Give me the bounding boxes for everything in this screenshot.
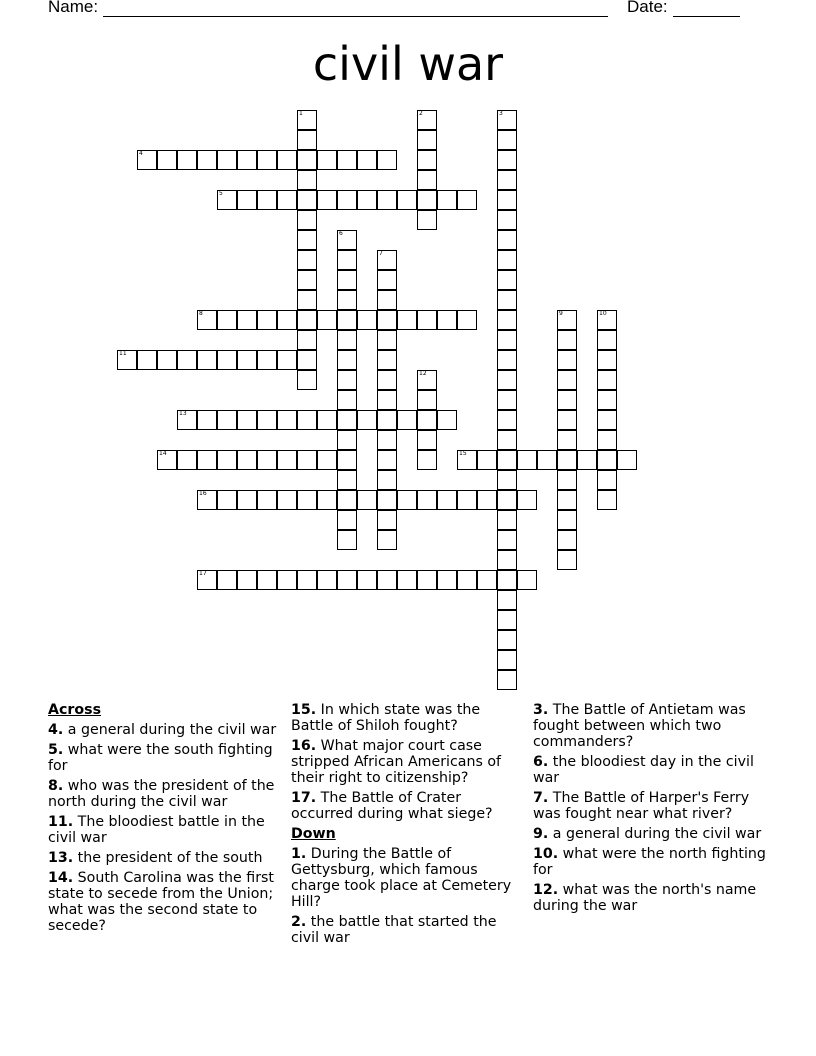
crossword-cell[interactable] bbox=[497, 150, 517, 170]
clue-text: The Battle of Harper's Ferry was fought near what river? bbox=[533, 790, 750, 822]
crossword-cell[interactable] bbox=[277, 190, 297, 210]
crossword-cell[interactable] bbox=[217, 350, 237, 370]
crossword-cell[interactable] bbox=[417, 370, 437, 390]
cell-number: 13 bbox=[179, 410, 187, 417]
clue-text: what were the north fighting for bbox=[533, 846, 766, 878]
crossword-cell[interactable] bbox=[517, 570, 537, 590]
crossword-cell[interactable] bbox=[397, 570, 417, 590]
crossword-cell[interactable] bbox=[377, 150, 397, 170]
crossword-cell[interactable] bbox=[297, 370, 317, 390]
crossword-cell[interactable] bbox=[497, 110, 517, 130]
clue-number: 13. bbox=[48, 850, 74, 866]
crossword-cell[interactable] bbox=[317, 310, 337, 330]
crossword-cell[interactable] bbox=[377, 430, 397, 450]
crossword-cell[interactable] bbox=[357, 490, 377, 510]
cell-number: 5 bbox=[219, 190, 223, 197]
crossword-cell[interactable] bbox=[297, 490, 317, 510]
crossword-cell[interactable] bbox=[517, 490, 537, 510]
clue-across-8 bbox=[48, 778, 280, 810]
cell-number: 14 bbox=[159, 450, 167, 457]
crossword-cell[interactable] bbox=[217, 410, 237, 430]
clue-column-2 bbox=[291, 702, 525, 950]
crossword-cell[interactable] bbox=[377, 270, 397, 290]
across-heading: Across bbox=[48, 702, 102, 718]
crossword-cell[interactable] bbox=[417, 110, 437, 130]
crossword-cell[interactable] bbox=[477, 570, 497, 590]
crossword-cell[interactable] bbox=[317, 410, 337, 430]
clue-text: The bloodiest battle in the civil war bbox=[48, 814, 265, 846]
crossword-cell[interactable] bbox=[497, 270, 517, 290]
clue-down-10 bbox=[533, 846, 771, 878]
crossword-cell[interactable] bbox=[557, 330, 577, 350]
clue-text: the bloodiest day in the civil war bbox=[533, 754, 754, 786]
crossword-cell[interactable] bbox=[497, 510, 517, 530]
crossword-cell[interactable] bbox=[337, 570, 357, 590]
crossword-cell[interactable] bbox=[377, 390, 397, 410]
crossword-cell[interactable] bbox=[257, 310, 277, 330]
crossword-cell[interactable] bbox=[237, 410, 257, 430]
crossword-cell[interactable] bbox=[477, 450, 497, 470]
cell-number: 4 bbox=[139, 150, 143, 157]
crossword-cell[interactable] bbox=[337, 450, 357, 470]
crossword-cell[interactable] bbox=[137, 350, 157, 370]
crossword-cell[interactable] bbox=[217, 150, 237, 170]
crossword-cell[interactable] bbox=[257, 410, 277, 430]
crossword-cell[interactable] bbox=[337, 150, 357, 170]
clue-across-4 bbox=[48, 722, 280, 738]
crossword-cell[interactable] bbox=[157, 450, 177, 470]
crossword-cell[interactable] bbox=[337, 430, 357, 450]
crossword-cell[interactable] bbox=[417, 130, 437, 150]
crossword-cell[interactable] bbox=[277, 570, 297, 590]
crossword-cell[interactable] bbox=[317, 570, 337, 590]
crossword-cell[interactable] bbox=[137, 150, 157, 170]
crossword-cell[interactable] bbox=[497, 350, 517, 370]
clue-down-12 bbox=[533, 882, 771, 914]
crossword-cell[interactable] bbox=[237, 150, 257, 170]
crossword-cell[interactable] bbox=[297, 150, 317, 170]
crossword-cell[interactable] bbox=[417, 190, 437, 210]
crossword-cell[interactable] bbox=[497, 450, 517, 470]
clue-number: 2. bbox=[291, 914, 307, 930]
crossword-cell[interactable] bbox=[397, 190, 417, 210]
crossword-cell[interactable] bbox=[377, 290, 397, 310]
clue-down-6 bbox=[533, 754, 771, 786]
crossword-cell[interactable] bbox=[297, 170, 317, 190]
clue-text: a general during the civil war bbox=[552, 826, 762, 842]
crossword-cell[interactable] bbox=[257, 570, 277, 590]
crossword-cell[interactable] bbox=[557, 390, 577, 410]
crossword-cell[interactable] bbox=[157, 350, 177, 370]
crossword-cell[interactable] bbox=[597, 470, 617, 490]
clue-text: what was the north's name during the war bbox=[533, 882, 757, 914]
crossword-cell[interactable] bbox=[297, 310, 317, 330]
crossword-cell[interactable] bbox=[317, 190, 337, 210]
crossword-cell[interactable] bbox=[597, 430, 617, 450]
crossword-cell[interactable] bbox=[337, 250, 357, 270]
crossword-cell[interactable] bbox=[377, 350, 397, 370]
clue-down-3 bbox=[533, 702, 771, 750]
crossword-cell[interactable] bbox=[337, 190, 357, 210]
clue-down-7 bbox=[533, 790, 771, 822]
crossword-cell[interactable] bbox=[417, 210, 437, 230]
clue-across-14 bbox=[48, 870, 280, 934]
clue-number: 3. bbox=[533, 702, 549, 718]
crossword-cell[interactable] bbox=[197, 490, 217, 510]
crossword-cell[interactable] bbox=[197, 310, 217, 330]
crossword-cell[interactable] bbox=[337, 290, 357, 310]
crossword-cell[interactable] bbox=[357, 410, 377, 430]
crossword-cell[interactable] bbox=[497, 290, 517, 310]
crossword-cell[interactable] bbox=[357, 570, 377, 590]
clue-number: 17. bbox=[291, 790, 317, 806]
crossword-cell[interactable] bbox=[497, 250, 517, 270]
clue-number: 10. bbox=[533, 846, 559, 862]
crossword-cell[interactable] bbox=[377, 490, 397, 510]
crossword-cell[interactable] bbox=[337, 490, 357, 510]
clue-number: 11. bbox=[48, 814, 74, 830]
clue-number: 6. bbox=[533, 754, 549, 770]
crossword-cell[interactable] bbox=[417, 310, 437, 330]
crossword-cell[interactable] bbox=[337, 310, 357, 330]
clue-number: 5. bbox=[48, 742, 64, 758]
crossword-cell[interactable] bbox=[497, 490, 517, 510]
crossword-cell[interactable] bbox=[457, 490, 477, 510]
crossword-cell[interactable] bbox=[217, 450, 237, 470]
crossword-cell[interactable] bbox=[417, 570, 437, 590]
clue-number: 9. bbox=[533, 826, 549, 842]
crossword-cell[interactable] bbox=[297, 450, 317, 470]
crossword-cell[interactable] bbox=[297, 110, 317, 130]
clue-across-17 bbox=[291, 790, 525, 822]
clue-column-3 bbox=[533, 702, 771, 918]
crossword-cell[interactable] bbox=[237, 570, 257, 590]
crossword-cell[interactable] bbox=[257, 350, 277, 370]
crossword-cell[interactable] bbox=[417, 410, 437, 430]
crossword-cell[interactable] bbox=[557, 510, 577, 530]
crossword-cell[interactable] bbox=[477, 490, 497, 510]
clue-text: South Carolina was the first state to secede from the Union; what was the second state to secede? bbox=[48, 870, 274, 934]
crossword-cell[interactable] bbox=[557, 470, 577, 490]
crossword-cell[interactable] bbox=[337, 530, 357, 550]
crossword-cell[interactable] bbox=[497, 470, 517, 490]
clue-number: 1. bbox=[291, 846, 307, 862]
crossword-cell[interactable] bbox=[497, 130, 517, 150]
crossword-cell[interactable] bbox=[257, 490, 277, 510]
clue-down-9 bbox=[533, 826, 771, 842]
crossword-cell[interactable] bbox=[337, 330, 357, 350]
crossword-cell[interactable] bbox=[177, 350, 197, 370]
crossword-cell[interactable] bbox=[377, 450, 397, 470]
clue-across-11 bbox=[48, 814, 280, 846]
crossword-cell[interactable] bbox=[197, 450, 217, 470]
crossword-cell[interactable] bbox=[257, 450, 277, 470]
cell-number: 12 bbox=[419, 370, 427, 377]
crossword-cell[interactable] bbox=[297, 350, 317, 370]
cell-number: 15 bbox=[459, 450, 467, 457]
crossword-cell[interactable] bbox=[217, 310, 237, 330]
clue-number: 8. bbox=[48, 778, 64, 794]
date-label: Date: bbox=[627, 0, 668, 16]
cell-number: 17 bbox=[199, 570, 207, 577]
crossword-cell[interactable] bbox=[237, 490, 257, 510]
clue-text: What major court case stripped African Americans of their right to citizenship? bbox=[291, 738, 502, 786]
clue-across-13 bbox=[48, 850, 280, 866]
crossword-cell[interactable] bbox=[257, 190, 277, 210]
crossword-cell[interactable] bbox=[457, 570, 477, 590]
crossword-cell[interactable] bbox=[497, 550, 517, 570]
crossword-cell[interactable] bbox=[337, 230, 357, 250]
crossword-cell[interactable] bbox=[557, 310, 577, 330]
crossword-cell[interactable] bbox=[417, 450, 437, 470]
crossword-cell[interactable] bbox=[497, 570, 517, 590]
crossword-cell[interactable] bbox=[337, 470, 357, 490]
crossword-cell[interactable] bbox=[497, 170, 517, 190]
crossword-cell[interactable] bbox=[497, 390, 517, 410]
crossword-cell[interactable] bbox=[337, 510, 357, 530]
crossword-cell[interactable] bbox=[377, 310, 397, 330]
clue-number: 16. bbox=[291, 738, 317, 754]
crossword-cell[interactable] bbox=[337, 390, 357, 410]
crossword-cell[interactable] bbox=[497, 590, 517, 610]
crossword-cell[interactable] bbox=[557, 550, 577, 570]
crossword-cell[interactable] bbox=[557, 350, 577, 370]
clue-text: The Battle of Crater occurred during what siege? bbox=[291, 790, 493, 822]
crossword-cell[interactable] bbox=[557, 530, 577, 550]
crossword-cell[interactable] bbox=[437, 190, 457, 210]
cell-number: 1 bbox=[299, 110, 303, 117]
crossword-cell[interactable] bbox=[417, 170, 437, 190]
crossword-cell[interactable] bbox=[277, 310, 297, 330]
clue-text: During the Battle of Gettysburg, which famous charge took place at Cemetery Hill? bbox=[291, 846, 512, 910]
crossword-cell[interactable] bbox=[457, 310, 477, 330]
crossword-cell[interactable] bbox=[497, 230, 517, 250]
crossword-cell[interactable] bbox=[277, 410, 297, 430]
crossword-cell[interactable] bbox=[237, 310, 257, 330]
crossword-cell[interactable] bbox=[197, 150, 217, 170]
crossword-cell[interactable] bbox=[497, 310, 517, 330]
crossword-cell[interactable] bbox=[217, 190, 237, 210]
crossword-cell[interactable] bbox=[497, 370, 517, 390]
crossword-cell[interactable] bbox=[357, 190, 377, 210]
crossword-cell[interactable] bbox=[597, 490, 617, 510]
crossword-cell[interactable] bbox=[517, 450, 537, 470]
crossword-cell[interactable] bbox=[377, 330, 397, 350]
crossword-cell[interactable] bbox=[217, 570, 237, 590]
crossword-cell[interactable] bbox=[397, 410, 417, 430]
crossword-cell[interactable] bbox=[337, 350, 357, 370]
crossword-cell[interactable] bbox=[597, 330, 617, 350]
crossword-cell[interactable] bbox=[197, 570, 217, 590]
crossword-cell[interactable] bbox=[297, 190, 317, 210]
crossword-cell[interactable] bbox=[337, 410, 357, 430]
crossword-cell[interactable] bbox=[297, 230, 317, 250]
crossword-cell[interactable] bbox=[537, 450, 557, 470]
clue-number: 14. bbox=[48, 870, 74, 886]
crossword-cell[interactable] bbox=[597, 370, 617, 390]
clue-text: the president of the south bbox=[77, 850, 263, 866]
crossword-cell[interactable] bbox=[437, 410, 457, 430]
clue-text: what were the south fighting for bbox=[48, 742, 273, 774]
clue-down-2 bbox=[291, 914, 525, 946]
crossword-cell[interactable] bbox=[317, 150, 337, 170]
cell-number: 6 bbox=[339, 230, 343, 237]
cell-number: 16 bbox=[199, 490, 207, 497]
crossword-cell[interactable] bbox=[157, 150, 177, 170]
crossword-cell[interactable] bbox=[357, 310, 377, 330]
crossword-cell[interactable] bbox=[497, 630, 517, 650]
clue-text: a general during the civil war bbox=[67, 722, 277, 738]
crossword-cell[interactable] bbox=[377, 250, 397, 270]
crossword-cell[interactable] bbox=[297, 290, 317, 310]
crossword-cell[interactable] bbox=[497, 430, 517, 450]
crossword-cell[interactable] bbox=[497, 610, 517, 630]
crossword-cell[interactable] bbox=[377, 510, 397, 530]
crossword-cell[interactable] bbox=[217, 490, 237, 510]
clue-text: who was the president of the north during the civil war bbox=[48, 778, 275, 810]
crossword-cell[interactable] bbox=[177, 450, 197, 470]
crossword-cell[interactable] bbox=[237, 350, 257, 370]
crossword-cell[interactable] bbox=[277, 450, 297, 470]
clue-across-5 bbox=[48, 742, 280, 774]
cell-number: 7 bbox=[379, 250, 383, 257]
crossword-cell[interactable] bbox=[297, 130, 317, 150]
crossword-cell[interactable] bbox=[297, 570, 317, 590]
clue-text: In which state was the Battle of Shiloh fought? bbox=[291, 702, 481, 734]
crossword-cell[interactable] bbox=[117, 350, 137, 370]
crossword-cell[interactable] bbox=[437, 310, 457, 330]
crossword-cell[interactable] bbox=[597, 390, 617, 410]
crossword-cell[interactable] bbox=[437, 490, 457, 510]
crossword-cell[interactable] bbox=[397, 310, 417, 330]
clue-down-1 bbox=[291, 846, 525, 910]
crossword-cell[interactable] bbox=[597, 350, 617, 370]
crossword-cell[interactable] bbox=[557, 370, 577, 390]
crossword-cell[interactable] bbox=[377, 470, 397, 490]
clue-column-1 bbox=[48, 702, 280, 938]
crossword-cell[interactable] bbox=[617, 450, 637, 470]
crossword-cell[interactable] bbox=[277, 150, 297, 170]
cell-number: 2 bbox=[419, 110, 423, 117]
crossword-cell[interactable] bbox=[337, 270, 357, 290]
clue-number: 12. bbox=[533, 882, 559, 898]
crossword-cell[interactable] bbox=[297, 270, 317, 290]
crossword-cell[interactable] bbox=[597, 410, 617, 430]
crossword-cell[interactable] bbox=[377, 370, 397, 390]
cell-number: 9 bbox=[559, 310, 563, 317]
crossword-cell[interactable] bbox=[177, 150, 197, 170]
crossword-cell[interactable] bbox=[357, 150, 377, 170]
crossword-cell[interactable] bbox=[557, 450, 577, 470]
clue-across-16 bbox=[291, 738, 525, 786]
cell-number: 3 bbox=[499, 110, 503, 117]
crossword-cell[interactable] bbox=[297, 210, 317, 230]
crossword-cell[interactable] bbox=[457, 190, 477, 210]
crossword-cell[interactable] bbox=[317, 450, 337, 470]
crossword-cell[interactable] bbox=[277, 350, 297, 370]
clue-number: 4. bbox=[48, 722, 64, 738]
crossword-cell[interactable] bbox=[557, 490, 577, 510]
crossword-cell[interactable] bbox=[557, 430, 577, 450]
crossword-cell[interactable] bbox=[377, 570, 397, 590]
crossword-cell[interactable] bbox=[457, 450, 477, 470]
crossword-cell[interactable] bbox=[497, 190, 517, 210]
clue-across-15 bbox=[291, 702, 525, 734]
crossword-cell[interactable] bbox=[377, 410, 397, 430]
crossword-cell[interactable] bbox=[257, 150, 277, 170]
cell-number: 8 bbox=[199, 310, 203, 317]
name-label: Name: bbox=[48, 0, 99, 16]
crossword-cell[interactable] bbox=[497, 670, 517, 690]
crossword-cell[interactable] bbox=[297, 410, 317, 430]
crossword-cell[interactable] bbox=[497, 330, 517, 350]
crossword-cell[interactable] bbox=[597, 310, 617, 330]
crossword-cell[interactable] bbox=[377, 530, 397, 550]
crossword-cell[interactable] bbox=[337, 370, 357, 390]
crossword-cell[interactable] bbox=[297, 330, 317, 350]
crossword-cell[interactable] bbox=[497, 650, 517, 670]
clue-number: 15. bbox=[291, 702, 317, 718]
down-heading: Down bbox=[291, 826, 336, 842]
crossword-cell[interactable] bbox=[497, 410, 517, 430]
crossword-cell[interactable] bbox=[577, 450, 597, 470]
crossword-cell[interactable] bbox=[417, 150, 437, 170]
crossword-cell[interactable] bbox=[417, 390, 437, 410]
clue-text: The Battle of Antietam was fought between which two commanders? bbox=[533, 702, 746, 750]
crossword-cell[interactable] bbox=[317, 490, 337, 510]
crossword-cell[interactable] bbox=[197, 410, 217, 430]
cell-number: 10 bbox=[599, 310, 607, 317]
crossword-cell[interactable] bbox=[277, 490, 297, 510]
clue-number: 7. bbox=[533, 790, 549, 806]
crossword-cell[interactable] bbox=[197, 350, 217, 370]
page-title: civil war bbox=[312, 37, 504, 91]
clue-text: the battle that started the civil war bbox=[291, 914, 497, 946]
crossword-cell[interactable] bbox=[177, 410, 197, 430]
crossword-cell[interactable] bbox=[377, 190, 397, 210]
crossword-cell[interactable] bbox=[497, 210, 517, 230]
crossword-cell[interactable] bbox=[237, 450, 257, 470]
crossword-cell[interactable] bbox=[297, 250, 317, 270]
crossword-cell[interactable] bbox=[237, 190, 257, 210]
crossword-cell[interactable] bbox=[557, 410, 577, 430]
crossword-cell[interactable] bbox=[397, 490, 417, 510]
crossword-cell[interactable] bbox=[437, 570, 457, 590]
cell-number: 11 bbox=[119, 350, 127, 357]
crossword-cell[interactable] bbox=[417, 490, 437, 510]
crossword-cell[interactable] bbox=[417, 430, 437, 450]
crossword-cell[interactable] bbox=[597, 450, 617, 470]
crossword-cell[interactable] bbox=[497, 530, 517, 550]
